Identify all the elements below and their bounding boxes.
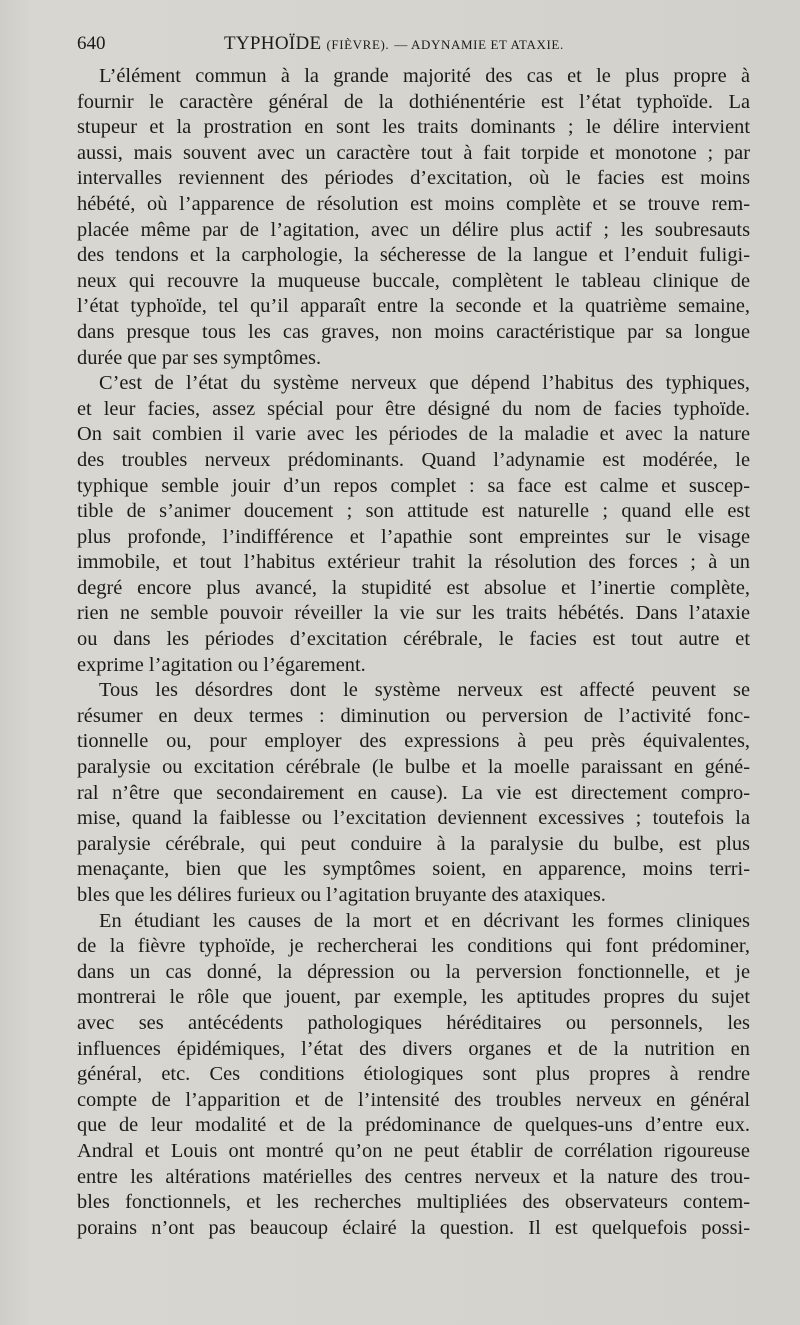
text-line: ral n’être que secondairement en cause). La vie est directement compro- <box>77 781 750 804</box>
text-line: immobile, et tout l’habitus extérieur trahit la résolution des forces ; à un <box>77 551 750 574</box>
text-line: intervalles reviennent des périodes d’excitation, où le facies est moins <box>77 167 750 190</box>
text-line: l’état typhoïde, tel qu’il apparaît entre la seconde et la quatrième semaine, <box>77 295 750 318</box>
body-text <box>77 64 750 1241</box>
text-line: hébété, où l’apparence de résolution est moins complète et se trouve rem- <box>77 192 750 215</box>
running-title-main: TYPHOÏDE <box>224 33 322 54</box>
text-line: porains n’ont pas beaucoup éclairé la question. Il est quelquefois possi- <box>77 1216 750 1239</box>
text-line: paralysie ou excitation cérébrale (le bulbe et la moelle paraissant en géné- <box>77 756 750 779</box>
text-line: dans presque tous les cas graves, non moins caractéristique par sa longue <box>77 320 750 343</box>
page-number: 640 <box>77 33 106 54</box>
text-line: compte de l’apparition et de l’intensité des troubles nerveux en général <box>77 1088 750 1111</box>
text-line: fournir le caractère général de la dothiénentérie est l’état typhoïde. La <box>77 90 750 113</box>
text-line: durée que par ses symptômes. <box>77 346 322 369</box>
text-line: avec ses antécédents pathologiques héréditaires ou personnels, les <box>77 1011 750 1034</box>
text-line: tible de s’animer doucement ; son attitude est naturelle ; quand elle est <box>77 500 750 523</box>
text-line: On sait combien il varie avec les périodes de la maladie et avec la nature <box>77 423 750 446</box>
text-line: Andral et Louis ont montré qu’on ne peut établir de corrélation rigoureuse <box>77 1139 750 1162</box>
text-line: des troubles nerveux prédominants. Quand l’adynamie est modérée, le <box>77 448 750 471</box>
text-line: ou dans les périodes d’excitation cérébrale, le facies est tout autre et <box>77 628 750 651</box>
text-line: menaçante, bien que les symptômes soient, en apparence, moins terri- <box>77 858 750 881</box>
running-title <box>224 30 564 59</box>
text-line: entre les altérations matérielles des centres nerveux et la nature des trou- <box>77 1165 750 1188</box>
text-line: rien ne semble pouvoir réveiller la vie sur les traits hébétés. Dans l’ataxie <box>77 602 750 625</box>
text-line: exprime l’agitation ou l’égarement. <box>77 653 366 676</box>
text-line: degré encore plus avancé, la stupidité est absolue et l’inertie complète, <box>77 576 750 599</box>
text-line: paralysie cérébrale, qui peut conduire à la paralysie du bulbe, est plus <box>77 832 750 855</box>
text-line: général, etc. Ces conditions étiologiques sont plus propres à rendre <box>77 1063 750 1086</box>
text-line: que de leur modalité et de la prédominance de quelques-uns d’entre eux. <box>77 1114 750 1137</box>
text-line: montrerai le rôle que jouent, par exemple, les aptitudes propres du sujet <box>77 986 750 1009</box>
text-line: résumer en deux termes : diminution ou perversion de l’activité fonc- <box>77 704 750 727</box>
running-title-rest: — ADYNAMIE ET ATAXIE. <box>394 37 564 52</box>
text-line: mise, quand la faiblesse ou l’excitation deviennent excessives ; toutefois la <box>77 807 750 830</box>
text-line: et leur facies, assez spécial pour être désigné du nom de facies typhoïde. <box>77 397 750 420</box>
text-line: En étudiant les causes de la mort et en décrivant les formes cliniques <box>99 909 750 932</box>
text-line: placée même par de l’agitation, avec un délire plus actif ; les soubresauts <box>77 218 750 241</box>
text-line: tionnelle ou, pour employer des expressions à peu près équivalentes, <box>77 730 750 753</box>
text-line: influences épidémiques, l’état des divers organes et de la nutrition en <box>77 1037 750 1060</box>
running-header <box>77 30 750 58</box>
text-line: typhique semble jouir d’un repos complet : sa face est calme et suscep- <box>77 474 750 497</box>
text-line: plus profonde, l’indifférence et l’apathie sont empreintes sur le visage <box>77 525 750 548</box>
text-line: bles que les délires furieux ou l’agitation bruyante des ataxiques. <box>77 884 606 906</box>
text-line: dans un cas donné, la dépression ou la perversion fonctionnelle, et je <box>77 960 750 983</box>
text-line: des tendons et la carphologie, la sécheresse de la langue et l’enduit fuligi- <box>77 244 750 267</box>
text-line: de la fièvre typhoïde, je rechercherai les conditions qui font prédominer, <box>77 935 750 958</box>
text-line: aussi, mais souvent avec un caractère tout à fait torpide et monotone ; par <box>77 141 750 164</box>
running-title-paren: (FIÈVRE). <box>326 37 390 52</box>
text-line: Tous les désordres dont le système nerveux est affecté peuvent se <box>99 679 750 702</box>
text-line: L’élément commun à la grande majorité des cas et le plus propre à <box>99 65 750 87</box>
text-line: C’est de l’état du système nerveux que dépend l’habitus des typhiques, <box>99 372 750 395</box>
text-line: bles fonctionnels, et les recherches multipliées des observateurs contem- <box>77 1191 750 1214</box>
text-line: stupeur et la prostration en sont les traits dominants ; le délire intervient <box>77 116 750 139</box>
text-line: neux qui recouvre la muqueuse buccale, complètent le tableau clinique de <box>77 269 750 292</box>
